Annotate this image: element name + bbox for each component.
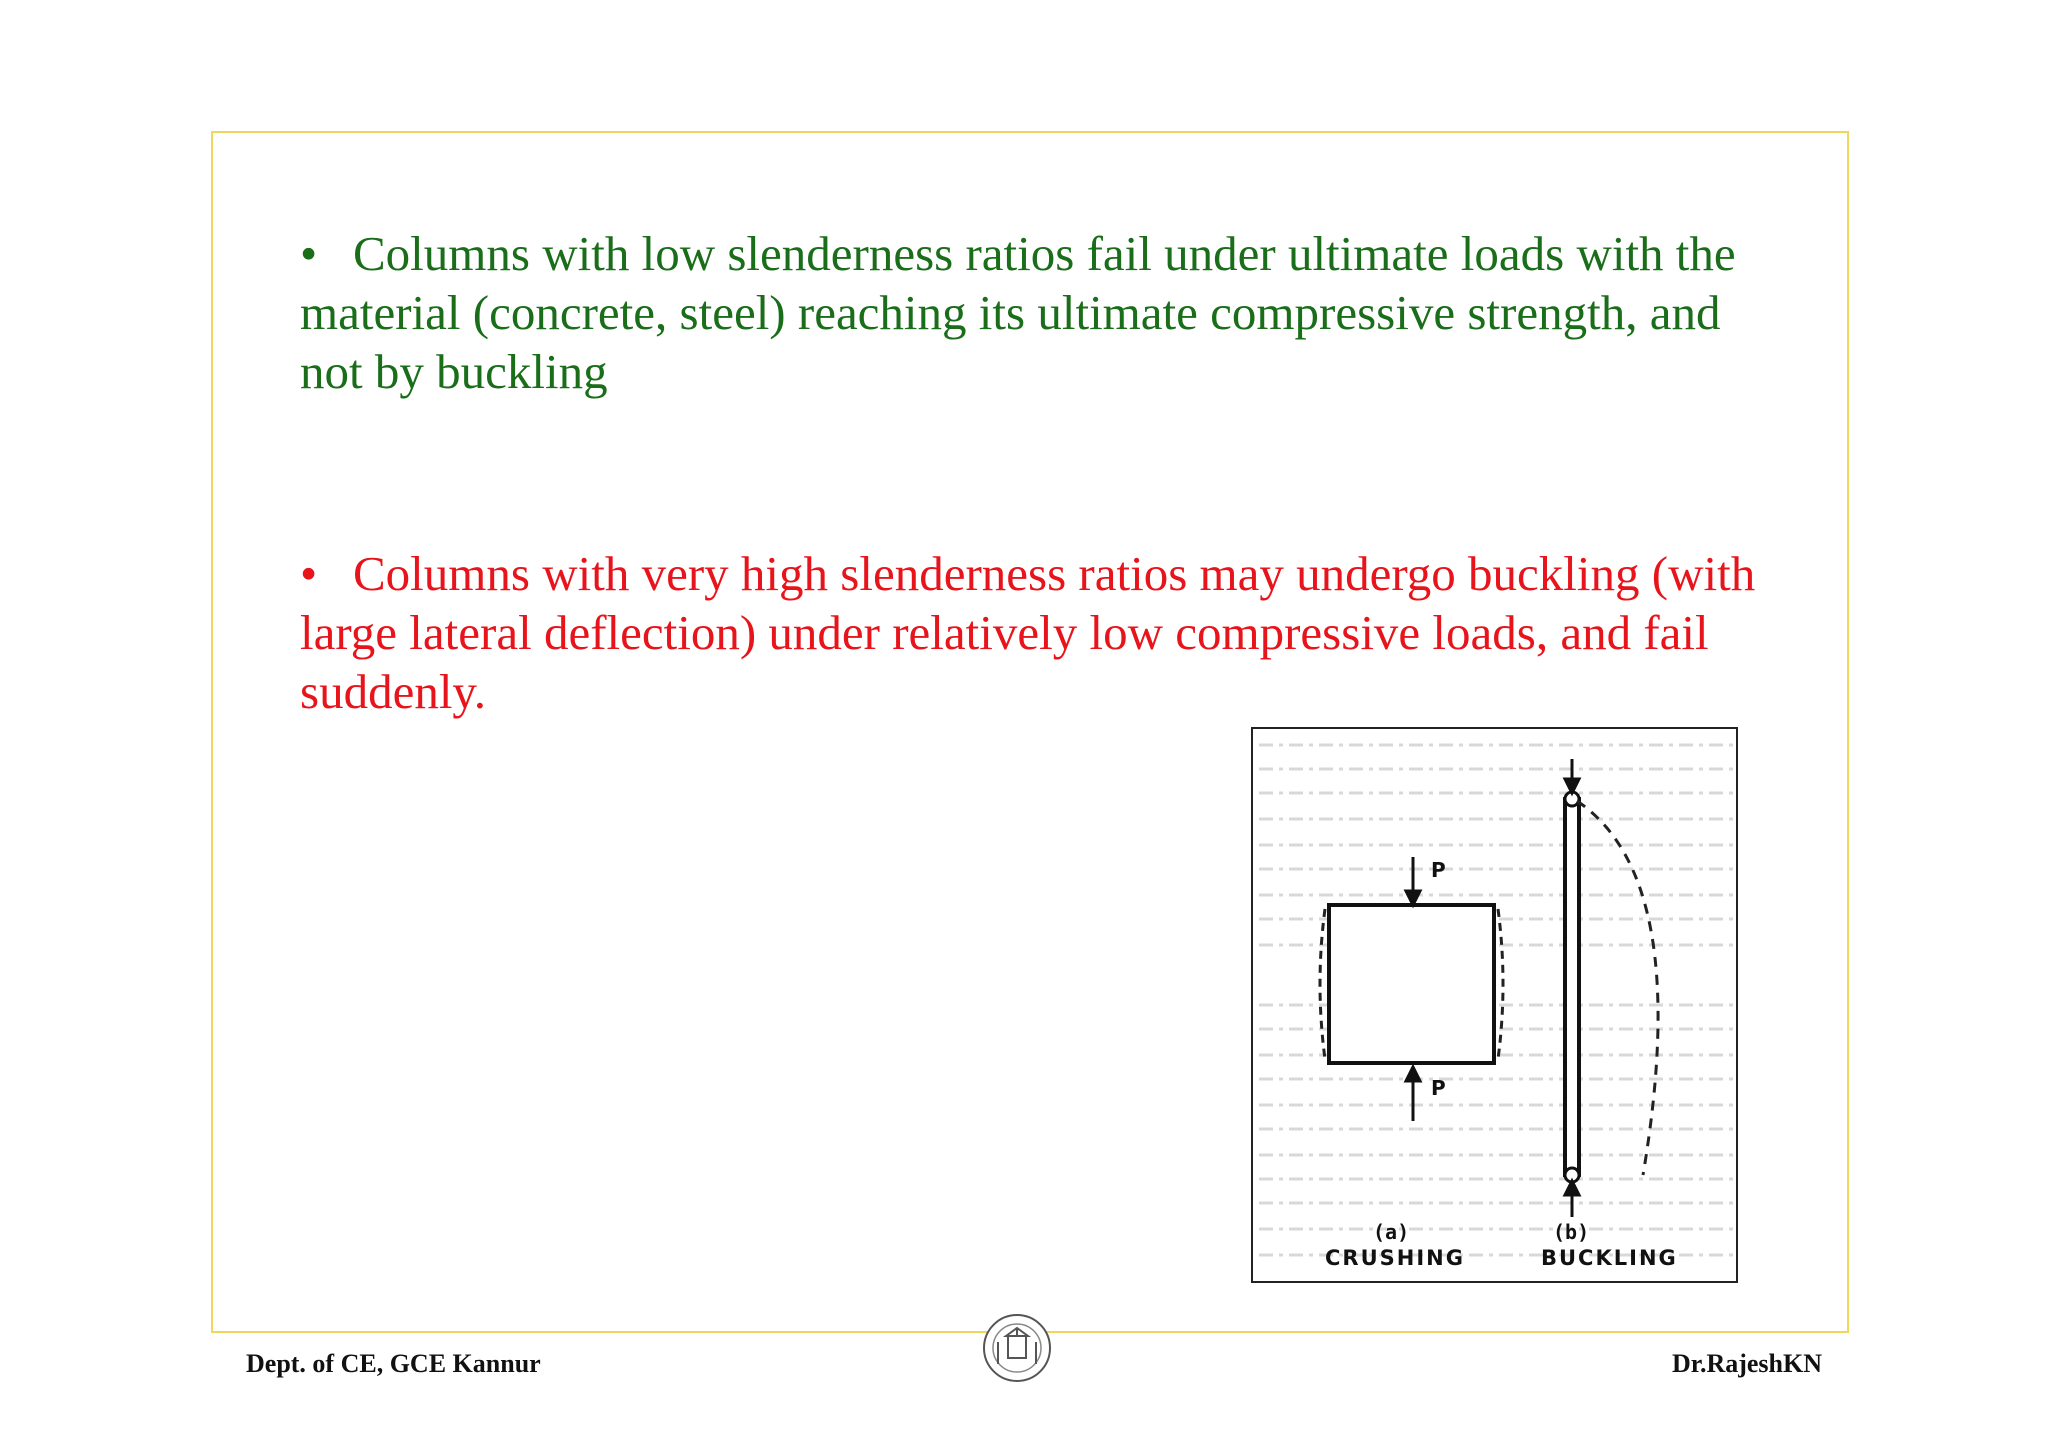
bullet-marker: • (300, 546, 318, 601)
caption-b-id: (b) (1553, 1220, 1590, 1244)
caption-crushing: CRUSHING (1325, 1246, 1465, 1270)
buckling-load-arrow-bottom (1565, 1181, 1579, 1217)
crushing-load-arrow-top (1406, 857, 1420, 905)
load-label-bottom: P (1431, 1076, 1446, 1100)
buckling-column (1565, 792, 1658, 1182)
crushing-buckling-figure (1251, 727, 1738, 1283)
bullet-marker: • (300, 226, 318, 281)
footer-department: Dept. of CE, GCE Kannur (246, 1349, 541, 1378)
buckling-load-arrow-top (1565, 759, 1579, 793)
bullet-text: Columns with very high slenderness ratios may undergo buckling (with large lateral deflection) under relatively low compressive loads, and fail suddenly. (300, 546, 1756, 719)
figure-drawing (1253, 729, 1740, 1285)
bullet-high-slenderness (300, 544, 1760, 721)
crushing-block (1320, 905, 1503, 1063)
bullet-text: Columns with low slenderness ratios fail under ultimate loads with the material (concrete, steel) reaching its ultimate compressive strength, and not by buckling (300, 226, 1736, 399)
footer-author: Dr.RajeshKN (1672, 1349, 1822, 1378)
college-logo-icon (980, 1308, 1054, 1388)
load-label-top: P (1431, 858, 1446, 882)
caption-a-id: (a) (1373, 1220, 1410, 1244)
bullet-low-slenderness (300, 224, 1760, 401)
crushing-load-arrow-bottom (1406, 1067, 1420, 1121)
caption-buckling: BUCKLING (1541, 1246, 1678, 1270)
